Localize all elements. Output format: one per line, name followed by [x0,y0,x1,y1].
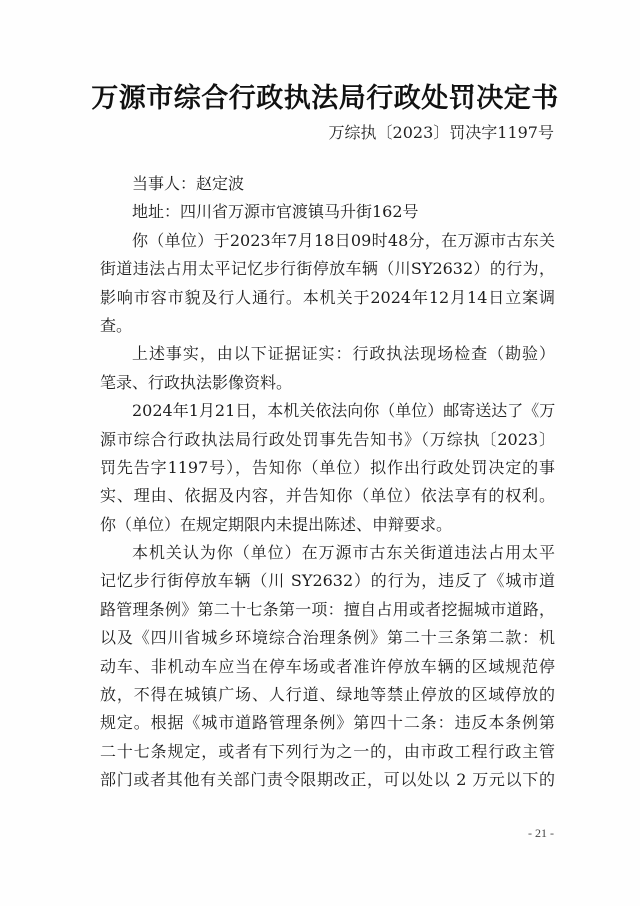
text-line: 规定。根据《城市道路管理条例》第四十二条：违反本条例第 [100,713,555,733]
text-line: 路管理条例》第二十七条第一项：擅自占用或者挖掘城市道路， [100,599,555,619]
text-line: 罚先告字1197号），告知你（单位）拟作出行政处罚决定的事 [100,457,555,477]
paragraph-facts [100,227,555,341]
party-line: 当事人：赵定波 [132,174,245,193]
text-line: 你（单位）于2023年7月18日09时48分，在万源市古东关 [132,230,555,250]
text-line: 记忆步行街停放车辆（川 SY2632）的行为，违反了《城市道 [100,571,555,591]
paragraph-finding [100,539,555,795]
text-line: 上述事实，由以下证据证实：行政执法现场检查（勘验） [132,344,555,364]
text-line: 影响市容市貌及行人通行。本机关于2024年12月14日立案调 [100,287,555,307]
document-number: 万综执〔2023〕罚决字1197号 [328,123,554,142]
text-line: 本机关认为你（单位）在万源市古东关街道违法占用太平 [132,543,555,563]
text-line: 你（单位）在规定期限内未提出陈述、申辩要求。 [100,514,453,534]
text-line: 实、理由、依据及内容，并告知你（单位）依法享有的权利。 [100,486,555,506]
text-line: 笔录、行政执法影像资料。 [100,372,293,392]
document-title: 万源市综合行政执法局行政处罚决定书 [91,83,559,114]
text-line: 查。 [100,315,133,335]
paragraph-evidence [100,340,555,397]
text-line: 以及《四川省城乡环境综合治理条例》第二十三条第二款：机 [100,628,555,648]
paragraph-notice [100,397,555,539]
text-line: 街道违法占用太平记忆步行街停放车辆（川SY2632）的行为， [100,259,555,279]
text-line: 源市综合行政执法局行政处罚事先告知书》（万综执〔2023〕 [100,429,555,449]
text-line: 动车、非机动车应当在停车场或者准许停放车辆的区域规范停 [100,656,555,676]
document-body [100,170,555,795]
text-line: 二十七条规定，或者有下列行为之一的，由市政工程行政主管 [100,741,555,761]
text-line: 2024年1月21日，本机关依法向你（单位）邮寄送达了《万 [132,401,556,421]
text-line: 放，不得在城镇广场、人行道、绿地等禁止停放的区域停放的 [100,685,555,705]
page-number: - 21 - [528,826,554,840]
text-line: 部门或者其他有关部门责令限期改正，可以处以 2 万元以下的 [100,770,555,790]
address-line: 地址：四川省万源市官渡镇马升街162号 [132,202,419,222]
